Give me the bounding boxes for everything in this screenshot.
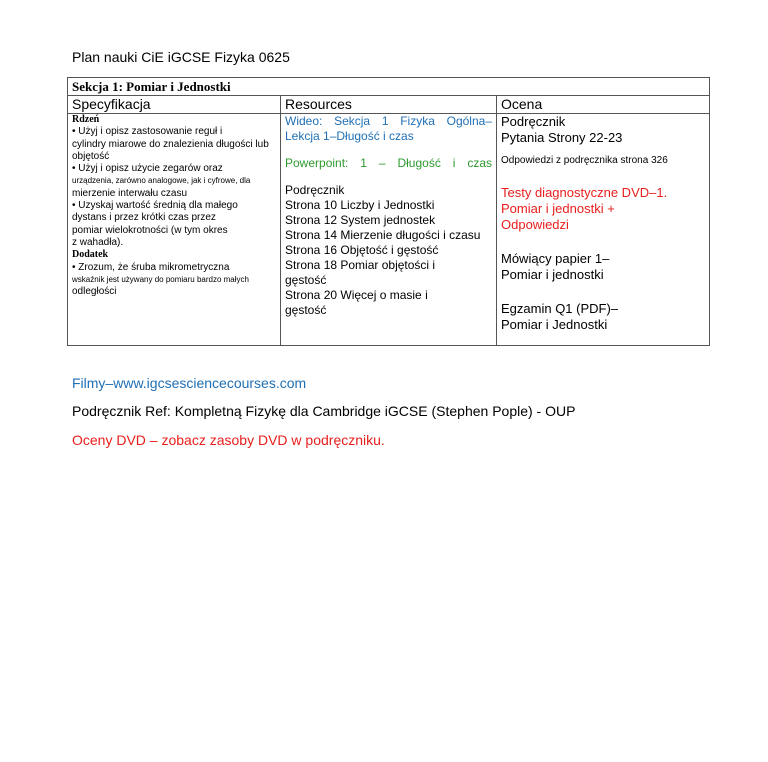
page-item: Strona 10 Liczby i Jednostki [285, 198, 435, 212]
document-title: Plan nauki CiE iGCSE Fizyka 0625 [72, 49, 290, 65]
textbook-reference: Podręcznik Ref: Kompletną Fizykę dla Cambridge iGCSE (Stephen Pople) - OUP [72, 403, 576, 419]
section-title: Sekcja 1: Pomiar i Jednostki [68, 78, 710, 96]
dvd-tests-link[interactable]: Testy diagnostyczne DVD–1. [501, 185, 668, 200]
dvd-tests-link-cont[interactable]: Odpowiedzi [501, 217, 569, 232]
answers-text: Odpowiedzi z podręcznika strona 326 [501, 155, 668, 166]
textbook-label: Podręcznik [285, 183, 345, 197]
exam-text: Egzamin Q1 (PDF)– [501, 301, 619, 316]
section-row [68, 78, 710, 96]
content-row [68, 114, 710, 346]
header-assessment: Ocena [497, 96, 710, 114]
resources-cell [281, 114, 497, 346]
page-item: Strona 20 Więcej o masie i [285, 288, 428, 302]
spec-line: cylindry miarowe do znalezienia długości lub [72, 138, 269, 150]
powerpoint-link[interactable]: Powerpoint: 1 – Długość i czas [285, 156, 492, 170]
header-resources: Resources [281, 96, 497, 114]
spec-cell [68, 114, 281, 346]
page-item: gęstość [285, 303, 327, 317]
spec-line: mierzenie interwału czasu [72, 187, 188, 199]
spec-line: wskaźnik jest używany do pomiaru bardzo małych [72, 274, 249, 284]
page-item: Strona 18 Pomiar objętości i [285, 258, 436, 272]
spec-line: • Uzyskaj wartość średnią dla małego [72, 200, 238, 212]
assessment-cell [497, 114, 710, 346]
dvd-tests-link-cont[interactable]: Pomiar i jednostki + [501, 201, 615, 216]
spec-line: odległości [72, 286, 117, 298]
spec-line: • Użyj i opisz użycie zegarów oraz [72, 163, 223, 175]
spec-line: • Zrozum, że śruba mikrometryczna [72, 261, 230, 273]
page-item: gęstość [285, 273, 327, 287]
spec-line: z wahadła). [72, 236, 124, 248]
questions-text: Pytania Strony 22-23 [501, 130, 623, 145]
page-item: Strona 16 Objętość i gęstość [285, 243, 439, 257]
video-link[interactable]: Wideo: Sekcja 1 Fizyka Ogólna– [285, 114, 492, 128]
core-label: Rdzeń [72, 114, 100, 125]
exam-text-cont: Pomiar i Jednostki [501, 317, 608, 332]
films-link[interactable]: Filmy–www.igcsesciencecourses.com [72, 375, 307, 391]
spec-line: urządzenia, zarówno analogowe, jak i cyfrowe, dla [72, 176, 251, 186]
header-row [68, 96, 710, 114]
header-spec: Specyfikacja [68, 96, 281, 114]
speaking-paper-text-cont: Pomiar i jednostki [501, 267, 604, 282]
textbook-label: Podręcznik [501, 114, 566, 129]
page-item: Strona 12 System jednostek [285, 213, 436, 227]
spec-line: • Użyj i opisz zastosowanie reguł i [72, 126, 223, 138]
speaking-paper-text: Mówiący papier 1– [501, 251, 610, 266]
spec-line: dystans i przez krótki czas przez [72, 212, 216, 224]
dvd-note: Oceny DVD – zobacz zasoby DVD w podręczniku. [72, 432, 385, 448]
spec-line: objętość [72, 150, 110, 162]
spec-line: pomiar wielokrotności (w tym okres [72, 224, 228, 236]
video-link-cont[interactable]: Lekcja 1–Długość i czas [285, 129, 414, 143]
study-plan-table [67, 77, 710, 346]
supplement-label: Dodatek [72, 249, 109, 261]
page-item: Strona 14 Mierzenie długości i czasu [285, 228, 481, 242]
